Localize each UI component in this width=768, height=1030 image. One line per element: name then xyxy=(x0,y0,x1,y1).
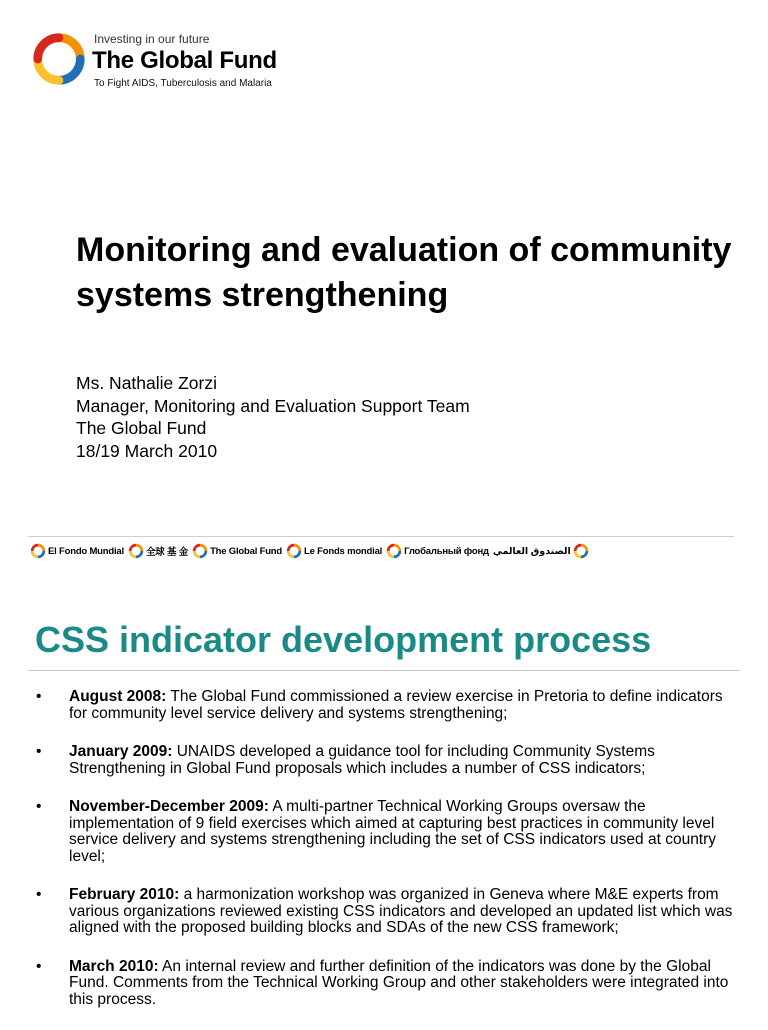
global-fund-logo-icon xyxy=(128,543,144,559)
global-fund-logo-icon xyxy=(573,543,589,559)
language-logo-item xyxy=(30,543,124,559)
list-item xyxy=(36,799,736,865)
logo-tagline: Investing in our future xyxy=(94,32,210,46)
bullet-lead: November-December 2009: xyxy=(69,798,269,815)
title-divider xyxy=(28,670,740,671)
bullet-text: A multi-partner Technical Working Groups oversaw the implementation of 9 field exercises which aimed at capturing best practices in community level service delivery and systems strengthening including the set of CSS indicators used at country level; xyxy=(69,798,717,865)
global-fund-logo xyxy=(18,12,326,108)
language-logo-label: The Global Fund xyxy=(210,545,283,557)
bullet-marker: • xyxy=(36,886,42,903)
global-fund-logo-icon xyxy=(30,30,88,88)
bullet-lead: August 2008: xyxy=(69,688,167,705)
global-fund-logo-icon xyxy=(30,543,46,559)
bullet-text: The Global Fund commissioned a review exercise in Pretoria to define indicators for community level service delivery and systems strengthening; xyxy=(69,688,723,722)
language-logo-label: 全球 基 金 xyxy=(145,547,189,558)
logo-subtitle: To Fight AIDS, Tuberculosis and Malaria xyxy=(94,78,272,89)
slide-title: CSS indicator development process xyxy=(35,619,652,660)
presentation-date: 18/19 March 2010 xyxy=(76,440,218,461)
bullet-text: a harmonization workshop was organized in Geneva where M&E experts from various organizations reviewed existing CSS indicators and developed an updated list which was aligned with the proposed building blocks and SDAs of the new CSS framework; xyxy=(69,886,733,936)
list-item xyxy=(36,959,736,1009)
language-logo-label: Le Fonds mondial xyxy=(304,545,383,557)
language-logo-item xyxy=(128,543,188,559)
language-logo-item xyxy=(386,543,489,559)
presenter-name: Ms. Nathalie Zorzi xyxy=(76,373,218,393)
language-logo-label: El Fondo Mundial xyxy=(48,545,124,557)
language-logo-bar xyxy=(30,540,571,562)
language-logo-label: الصندوق العالمي xyxy=(492,545,571,557)
presenter-block xyxy=(76,372,470,462)
bullet-lead: January 2009: xyxy=(69,743,173,760)
language-logo-item xyxy=(493,543,589,559)
list-item xyxy=(36,744,736,777)
bullet-lead: February 2010: xyxy=(69,886,180,903)
bullet-lead: March 2010: xyxy=(69,957,159,975)
global-fund-logo-icon xyxy=(386,543,402,559)
bullet-marker: • xyxy=(36,688,42,705)
language-logo-item xyxy=(192,543,282,559)
bullet-marker: • xyxy=(36,798,42,815)
slide-title: Monitoring and evaluation of community systems strengthening xyxy=(76,231,732,314)
list-item xyxy=(36,887,736,937)
language-logo-item xyxy=(286,543,382,559)
language-logo-label: Глобальный фонд xyxy=(404,545,489,557)
global-fund-logo-icon xyxy=(286,543,302,559)
logo-name: The Global Fund xyxy=(92,47,277,74)
content-slide xyxy=(0,575,768,1024)
presenter-org: The Global Fund xyxy=(76,418,207,438)
global-fund-logo-icon xyxy=(192,543,208,559)
bullet-marker: • xyxy=(36,743,42,760)
presenter-role: Manager, Monitoring and Evaluation Support Team xyxy=(76,395,470,416)
list-item xyxy=(36,689,736,722)
footer-divider xyxy=(28,536,734,537)
bullet-text: An internal review and further definition of the indicators was done by the Global Fund. Comments from the Technical Working Group and other stakeholders were integrated into this process. xyxy=(69,957,729,1008)
bullet-marker: • xyxy=(36,957,42,975)
bullet-text: UNAIDS developed a guidance tool for including Community Systems Strengthening in Global Fund proposals which includes a number of CSS indicators; xyxy=(69,743,655,777)
bullet-list xyxy=(36,689,736,1030)
